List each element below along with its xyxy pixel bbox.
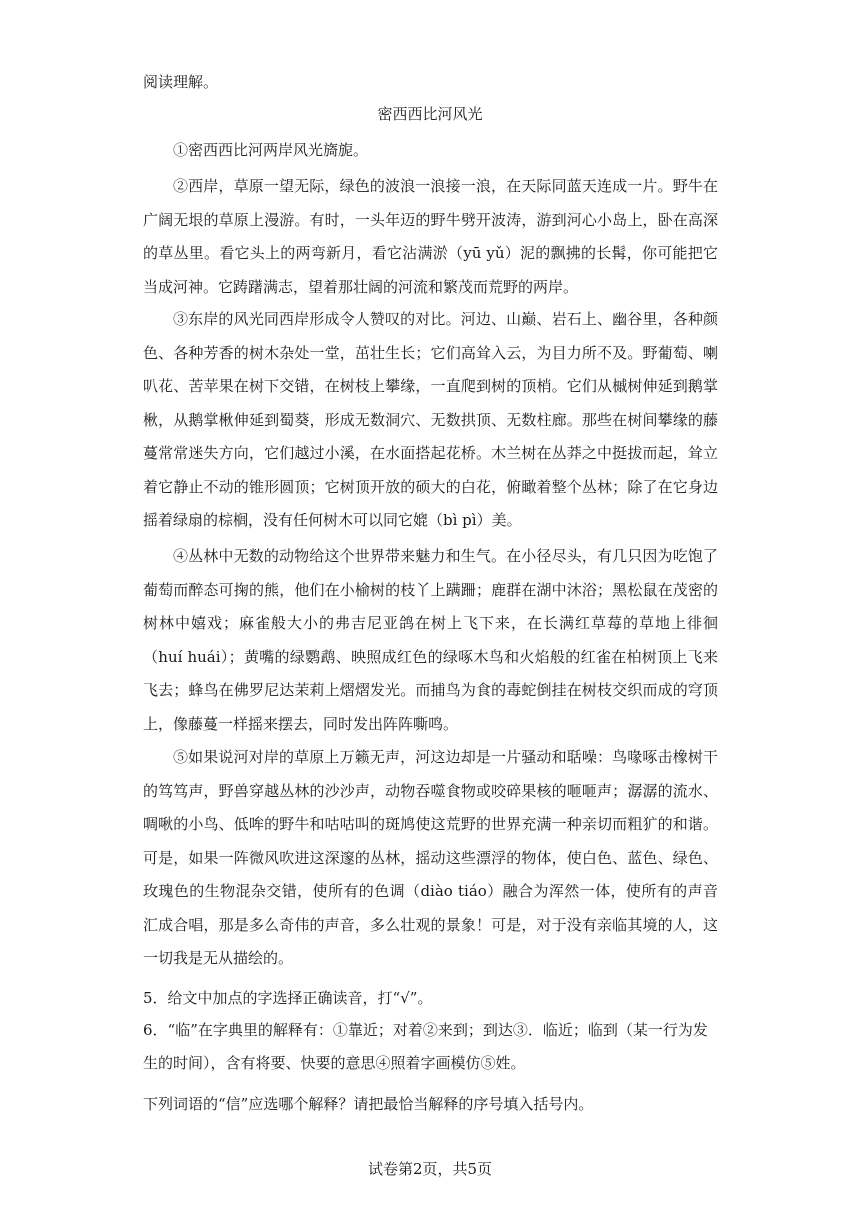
question-6-instruction: 下列词语的“信”应选哪个解释？请把最恰当解释的序号填入括号内。 bbox=[143, 1095, 594, 1113]
passage-paragraph-3: ③东岸的风光同西岸形成令人赞叹的对比。河边、山巅、岩石上、幽谷里，各种颜色、各种芳香的树木杂处一堂，茁壮生长；它们高耸入云，为目力所不及。野葡萄、喇叭花、苦苹果在树下交错，在树枝上攀缘，一直爬到树的顶梢。它们从槭树伸延到鹅掌楸，从鹅掌楸伸延到蜀葵，形成无数洞穴、无数拱顶、无数柱廊。那些在树间攀缘的藤蔓常常迷失方向，它们越过小溪，在水面搭起花桥。木兰树在丛莽之中挺拔而起，耸立着它静止不动的锥形圆顶；它树顶开放的硕大的白花，俯瞰着整个丛林；除了在它身边摇着绿扇的棕榈，没有任何树木可以同它媲（bì pì）美。 bbox=[143, 310, 718, 529]
passage-paragraph-5: ⑤如果说河对岸的草原上万籁无声，河这边却是一片骚动和聒噪：鸟喙啄击橡树干的笃笃声，野兽穿越丛林的沙沙声，动物吞噬食物或咬碎果核的咂咂声；潺潺的流水、啁啾的小鸟、低哞的野牛和咕咕叫的斑鸠使这荒野的世界充满一种亲切而粗犷的和谐。可是，如果一阵微风吹进这深邃的丛林，摇动这些漂浮的物体，使白色、蓝色、绿色、玫瑰色的生物混杂交错，使所有的色调（diào tiáo）融合为浑然一体，使所有的声音汇成合唱，那是多么奇伟的声音，多么壮观的景象！可是，对于没有亲临其境的人，这一切我是无从描绘的。 bbox=[143, 748, 718, 967]
section-intro: 阅读理解。 bbox=[143, 73, 219, 91]
passage-paragraph-2: ②西岸，草原一望无际，绿色的波浪一浪接一浪，在天际同蓝天连成一片。野牛在广阔无垠的草原上漫游。有时，一头年迈的野牛劈开波涛，游到河心小岛上，卧在高深的草丛里。看它头上的两弯新月，看它沾满淤（yū yǔ）泥的飘拂的长髯，你可能把它当成河神。它踌躇满志，望着那壮阔的河流和繁茂而荒野的两岸。 bbox=[143, 177, 718, 296]
passage-paragraph-4: ④丛林中无数的动物给这个世界带来魅力和生气。在小径尽头，有几只因为吃饱了葡萄而醉态可掬的熊，他们在小榆树的枝丫上蹒跚；鹿群在湖中沐浴；黑松鼠在茂密的树林中嬉戏；麻雀般大小的弗吉尼亚鸽在树上飞下来，在长满红草莓的草地上徘徊（huí huái）；黄嘴的绿鹦鹉、映照成红色的绿啄木鸟和火焰般的红雀在柏树顶上飞来飞去；蜂鸟在佛罗尼达茉莉上熠熠发光。而捕鸟为食的毒蛇倒挂在树枝交织而成的穹顶上，像藤蔓一样摇来摆去，同时发出阵阵嘶鸣。 bbox=[143, 547, 718, 733]
passage-title: 密西西比河风光 bbox=[377, 105, 483, 123]
page-footer: 试卷第2页，共5页 bbox=[367, 1160, 493, 1178]
question-6: 6．“临”在字典里的解释有：①靠近；对着②来到；到达③．临近；临到（某一行为发生的时间），含有将要、快要的意思④照着字画模仿⑤姓。 bbox=[143, 1021, 708, 1072]
passage-paragraph-1: ①密西西比河两岸风光旖旎。 bbox=[173, 141, 369, 159]
question-5: 5．给文中加点的字选择正确读音，打“√”。 bbox=[143, 989, 433, 1007]
